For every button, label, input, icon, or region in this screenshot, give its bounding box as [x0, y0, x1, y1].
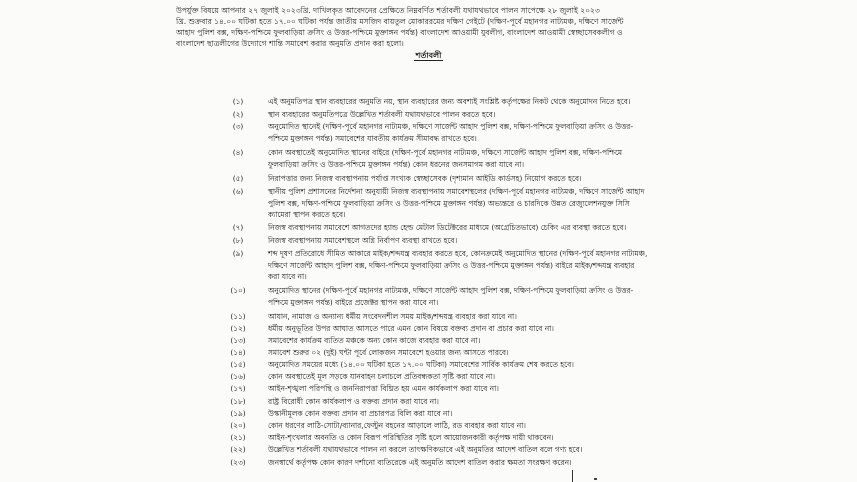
condition-line: কোন ধরণের লাঠি-সোটা/ব্যানার,ফেস্টুন বহনের আড়ালে লাঠি, রড ব্যবহার করা যাবে না।	[268, 421, 526, 430]
condition-number: (১৮)	[230, 397, 246, 406]
condition-number: (১৪)	[230, 348, 246, 357]
condition-number: (২৩)	[230, 458, 246, 467]
condition-line: দক্ষিণে সার্জেন্ট আহাদ পুলিশ বক্স, দক্ষিণ-পশ্চিমে ফুলবাড়িয়া ক্রসিং ও উত্তর-পশ্চিমে মুক্তাঙ্গন পর্যন্ত) বাইরে মাইক/শব্দযন্ত্র ব্যবহার	[268, 260, 635, 270]
condition-number: (৮)	[232, 236, 244, 245]
condition-line: পশ্চিমে মুক্তাঙ্গন পর্যন্ত) সমাবেশের যাবতীয় কার্যক্রম সীমাবদ্ধ রাখতে হবে।	[268, 133, 477, 143]
condition-text	[268, 444, 658, 456]
condition-number: (১৭)	[230, 384, 246, 393]
condition-line: ফুলবাড়িয়া ক্রসিং ও উত্তর-পশ্চিমে মুক্তাঙ্গন পর্যন্ত) কোন ধরনের জনসমাগম করা যাবে না।	[268, 159, 525, 169]
intro-line: বাংলাদেশ ছাত্রলীগের উদ্যোগে শান্তি সমাবেশ করার অনুমতি প্রদান করা হলো।	[176, 39, 404, 48]
condition-line: সমাবেশ শুরুর ০২ (দুই) ঘন্টা পূর্বে লোকজন সমাবেশে হওয়ার জন্য আসতে পারবে।	[268, 348, 509, 357]
condition-number: (২০)	[230, 421, 246, 430]
condition-line: করা যাবে না।	[268, 272, 307, 282]
condition-number: (৩)	[232, 122, 244, 131]
condition-line: অনুমোদিত স্থানেই (দক্ষিণ-পূর্বে মহানগর নাট্যমঞ্চ, দক্ষিণে সার্জেন্ট আহাদ পুলিশ বক্স, দক্ষিণ-পশ্চিমে ফুলবাড়িয়া ক্রসিং ও উত্তর-	[268, 122, 633, 131]
condition-text	[268, 222, 658, 234]
condition-number: (৬)	[232, 187, 244, 196]
condition-text	[268, 383, 658, 395]
condition-text	[268, 121, 658, 144]
condition-line: এই অনুমতিপত্র স্থান ব্যবহারের অনুমতি নয়, স্থান ব্যবহারের জন্য অবশ্যই সংশ্লিষ্ট কর্তৃপক্ষের নিকট থেকে অনুমোদন নিতে হবে।	[268, 97, 631, 106]
condition-line: নিজস্ব ব্যবস্থাপনায় সমাবেশস্থলে অগ্নি নির্বাপণ ব্যবস্থা রাখতে হবে।	[268, 236, 458, 245]
condition-text	[268, 347, 658, 359]
condition-text	[268, 235, 658, 247]
condition-number: (১৫)	[230, 360, 246, 369]
condition-line: স্থানীয় পুলিশ প্রশাসনের নির্দেশনা অনুযায়ী নিজস্ব ব্যবস্থাপনায় সমাবেশস্থলের (দক্ষিণ-পূর্বে মহানগর নাট্যমঞ্চ, দক্ষিণে সার্জেন্ট আহাদ	[268, 187, 645, 196]
condition-line: আইন-শৃংখলার অবনতি ও কোন বিরূপ পরিস্থিতির সৃষ্টি হলে আয়োজনকারী কর্তৃপক্ষ দায়ী থাকবেন।	[268, 433, 554, 442]
condition-number: (৯)	[232, 249, 244, 258]
condition-text	[268, 311, 658, 323]
condition-text	[268, 147, 658, 170]
condition-number: (১)	[232, 97, 244, 106]
condition-line: আইন-শৃঙ্খলা পরিপন্থি ও জননিরাপত্তা বিঘ্নিত হয় এমন কার্যকলাপ করা যাবে না।	[268, 384, 499, 393]
condition-text	[268, 359, 658, 371]
condition-number: (৫)	[232, 174, 244, 183]
condition-number: (২)	[232, 110, 244, 119]
signature-dot	[594, 478, 597, 480]
condition-text	[268, 432, 658, 444]
condition-line: নিজস্ব ব্যবস্থাপনায় সমাবেশে আগতদের হ্যান্ড হেল্ড মেটাল ডিটেক্টরের মাধ্যমে (অগ্রেচিতভাবে) চেকিং এর ব্যবস্থা করতে হবে।	[268, 223, 627, 232]
condition-text	[268, 323, 658, 335]
condition-line: পুলিশ বক্স, দক্ষিণ-পশ্চিমে ফুলবাড়িয়া ক্রসিং ও উত্তর-পশ্চিমে মুক্তাঙ্গন পর্যন্ত) অভ্যন্তরে ও চারদিকে উন্নত রেজ্যুলেশনযুক্ত সিসি	[268, 198, 630, 208]
condition-number: (২১)	[230, 433, 246, 442]
condition-line: নিরাপত্তার জন্য নিজস্ব ব্যবস্থাপনায় পর্যাপ্ত সংখ্যক স্বেচ্ছাসেবক (দৃশ্যমান আইডি কার্ডসহ) নিয়োগ করতে হবে।	[268, 174, 582, 183]
condition-text	[268, 396, 658, 408]
condition-text	[268, 457, 658, 469]
condition-line: উল্লেখিত শর্তাবলী যথাযথভাবে পালন না করলে তাৎক্ষণিকভাবে এই অনুমতির আদেশ বাতিল বলে গণ্য হবে।	[268, 445, 583, 454]
condition-number: (৪)	[232, 148, 244, 157]
condition-line: উস্কানীমূলক কোন বক্তব্য প্রদান বা প্রচারপত্র বিলি করা যাবে না।	[268, 409, 453, 418]
condition-line: আযান, নামাজ ও অন্যান্য ধর্মীয় সংবেদনশীল সময় মাইক/শব্দযন্ত্র ব্যবহার করা যাবে না।	[268, 312, 517, 321]
condition-text	[268, 408, 658, 420]
condition-line: পশ্চিমে মুক্তাঙ্গন পর্যন্ত) বাইরে প্রজেক্টর স্থাপন করা যাবে না।	[268, 297, 439, 307]
condition-text	[268, 285, 658, 308]
condition-text	[268, 109, 658, 121]
condition-number: (১৩)	[230, 336, 246, 345]
condition-line: কোন অবস্থাতেই মূল সড়কে যানবাহন চলাচলে প্রতিবন্ধকতা সৃষ্টি করা যাবে না।	[268, 372, 495, 381]
condition-line: ধর্মীয় অনুভূতির উপর আঘাত আসতে পারে এমন কোন বিষয়ে বক্তব্য প্রদান বা প্রচার করা যাবে না।	[268, 324, 554, 333]
condition-line: রাষ্ট্র বিরোধী কোন কার্যকলাপ ও বক্তব্য প্রদান করা যাবে না।	[268, 397, 439, 406]
condition-line: অনুমোদিত স্থানের (দক্ষিণ-পূর্বে মহানগর নাট্যমঞ্চ, দক্ষিণে সার্জেন্ট আহাদ পুলিশ বক্স, দক্ষিণ-পশ্চিমে ফুলবাড়িয়া ক্রসিং ও উত্তর-	[268, 286, 634, 295]
condition-line: অনুমোদিত সময়ের মধ্যে (১৪.০০ ঘটিকা হতে ১৭.০০ ঘটিকা) সমাবেশের সার্বিক কার্যক্রম শেষ করতে হবে।	[268, 360, 574, 369]
condition-line: শব্দ দূষণ প্রতিরোধে সীমিত আকারে মাইক/শব্দযন্ত্র ব্যবহার করতে হবে, কোনক্রমেই অনুমোদিত স্থানের (দক্ষিণ-পূর্বে মহানগর নাট্যমঞ্চ,	[268, 249, 648, 258]
condition-text	[268, 420, 658, 432]
condition-number: (১০)	[230, 286, 246, 295]
condition-text	[268, 248, 658, 283]
intro-line: উপর্যুক্ত বিষয়ে আপনার ২৭ জুলাই ২০২৩খ্রি. দাখিলকৃত আবেদনের প্রেক্ষিতে নিম্নবর্ণিত শর্তাবলী যথাযথভাবে পালন সাপেক্ষে ২৮ জুলাই ২০২৩	[176, 6, 600, 15]
condition-number: (২২)	[230, 445, 246, 454]
condition-line: জনস্বার্থে কর্তৃপক্ষ কোন কারণ দর্শানো ব্যতিরেকে এই অনুমতি আদেশ বাতিল করার ক্ষমতা সংরক্ষণ করেন।	[268, 458, 572, 467]
intro-line: খ্রি. শুক্রবার ১৪.০০ ঘটিকা হতে ১৭.০০ ঘটিকা পর্যন্ত জাতীয় মসজিদ বায়তুল মোকাররমের দক্ষিণ গেইটে (দক্ষিণ-পূর্বে মহানগর নাট্যমঞ্চ, দক্ষিণে সার্জেন্ট	[176, 17, 624, 26]
condition-text	[268, 173, 658, 185]
condition-text	[268, 371, 658, 383]
intro-line: আহাদ পুলিশ বক্স, দক্ষিণ-পশ্চিমে ফুলবাড়িয়া ক্রসিং ও উত্তর-পশ্চিমে মুক্তাঙ্গন পর্যন্ত) বাংলাদেশ আওয়ামী যুবলীগ, বাংলাদেশ আওয়ামী স্বেচ্ছাসেবকলীগ ও	[176, 28, 623, 37]
signature-mark	[572, 470, 573, 482]
condition-number: (১৯)	[230, 409, 246, 418]
condition-number: (১২)	[230, 324, 246, 333]
condition-number: (১৬)	[230, 372, 246, 381]
condition-number: (৭)	[232, 223, 244, 232]
condition-line: সমাবেশের কার্যক্রম ব্যতিত মঞ্চকে অন্য কোন কাজে ব্যবহার করা যাবে না।	[268, 336, 481, 345]
condition-number: (১১)	[230, 312, 246, 321]
condition-line: ক্যামেরা স্থাপন করতে হবে।	[268, 210, 346, 220]
conditions-heading: শর্তাবলী	[415, 51, 442, 60]
condition-line: কোন অবস্থাতেই অনুমোদিত স্থানের বাইরে (দক্ষিণ-পূর্বে মহানগর নাট্যমঞ্চ, দক্ষিণে সার্জেন্ট আহাদ পুলিশ বক্স, দক্ষিণ-পশ্চিমে	[268, 148, 623, 157]
condition-line: স্থান ব্যবহারের অনুমতিপত্রে উল্লেখিত শর্তাবলী যথাযথভাবে পালন করতে হবে।	[268, 110, 496, 119]
condition-text	[268, 96, 658, 108]
condition-text	[268, 335, 658, 347]
condition-text	[268, 186, 658, 221]
